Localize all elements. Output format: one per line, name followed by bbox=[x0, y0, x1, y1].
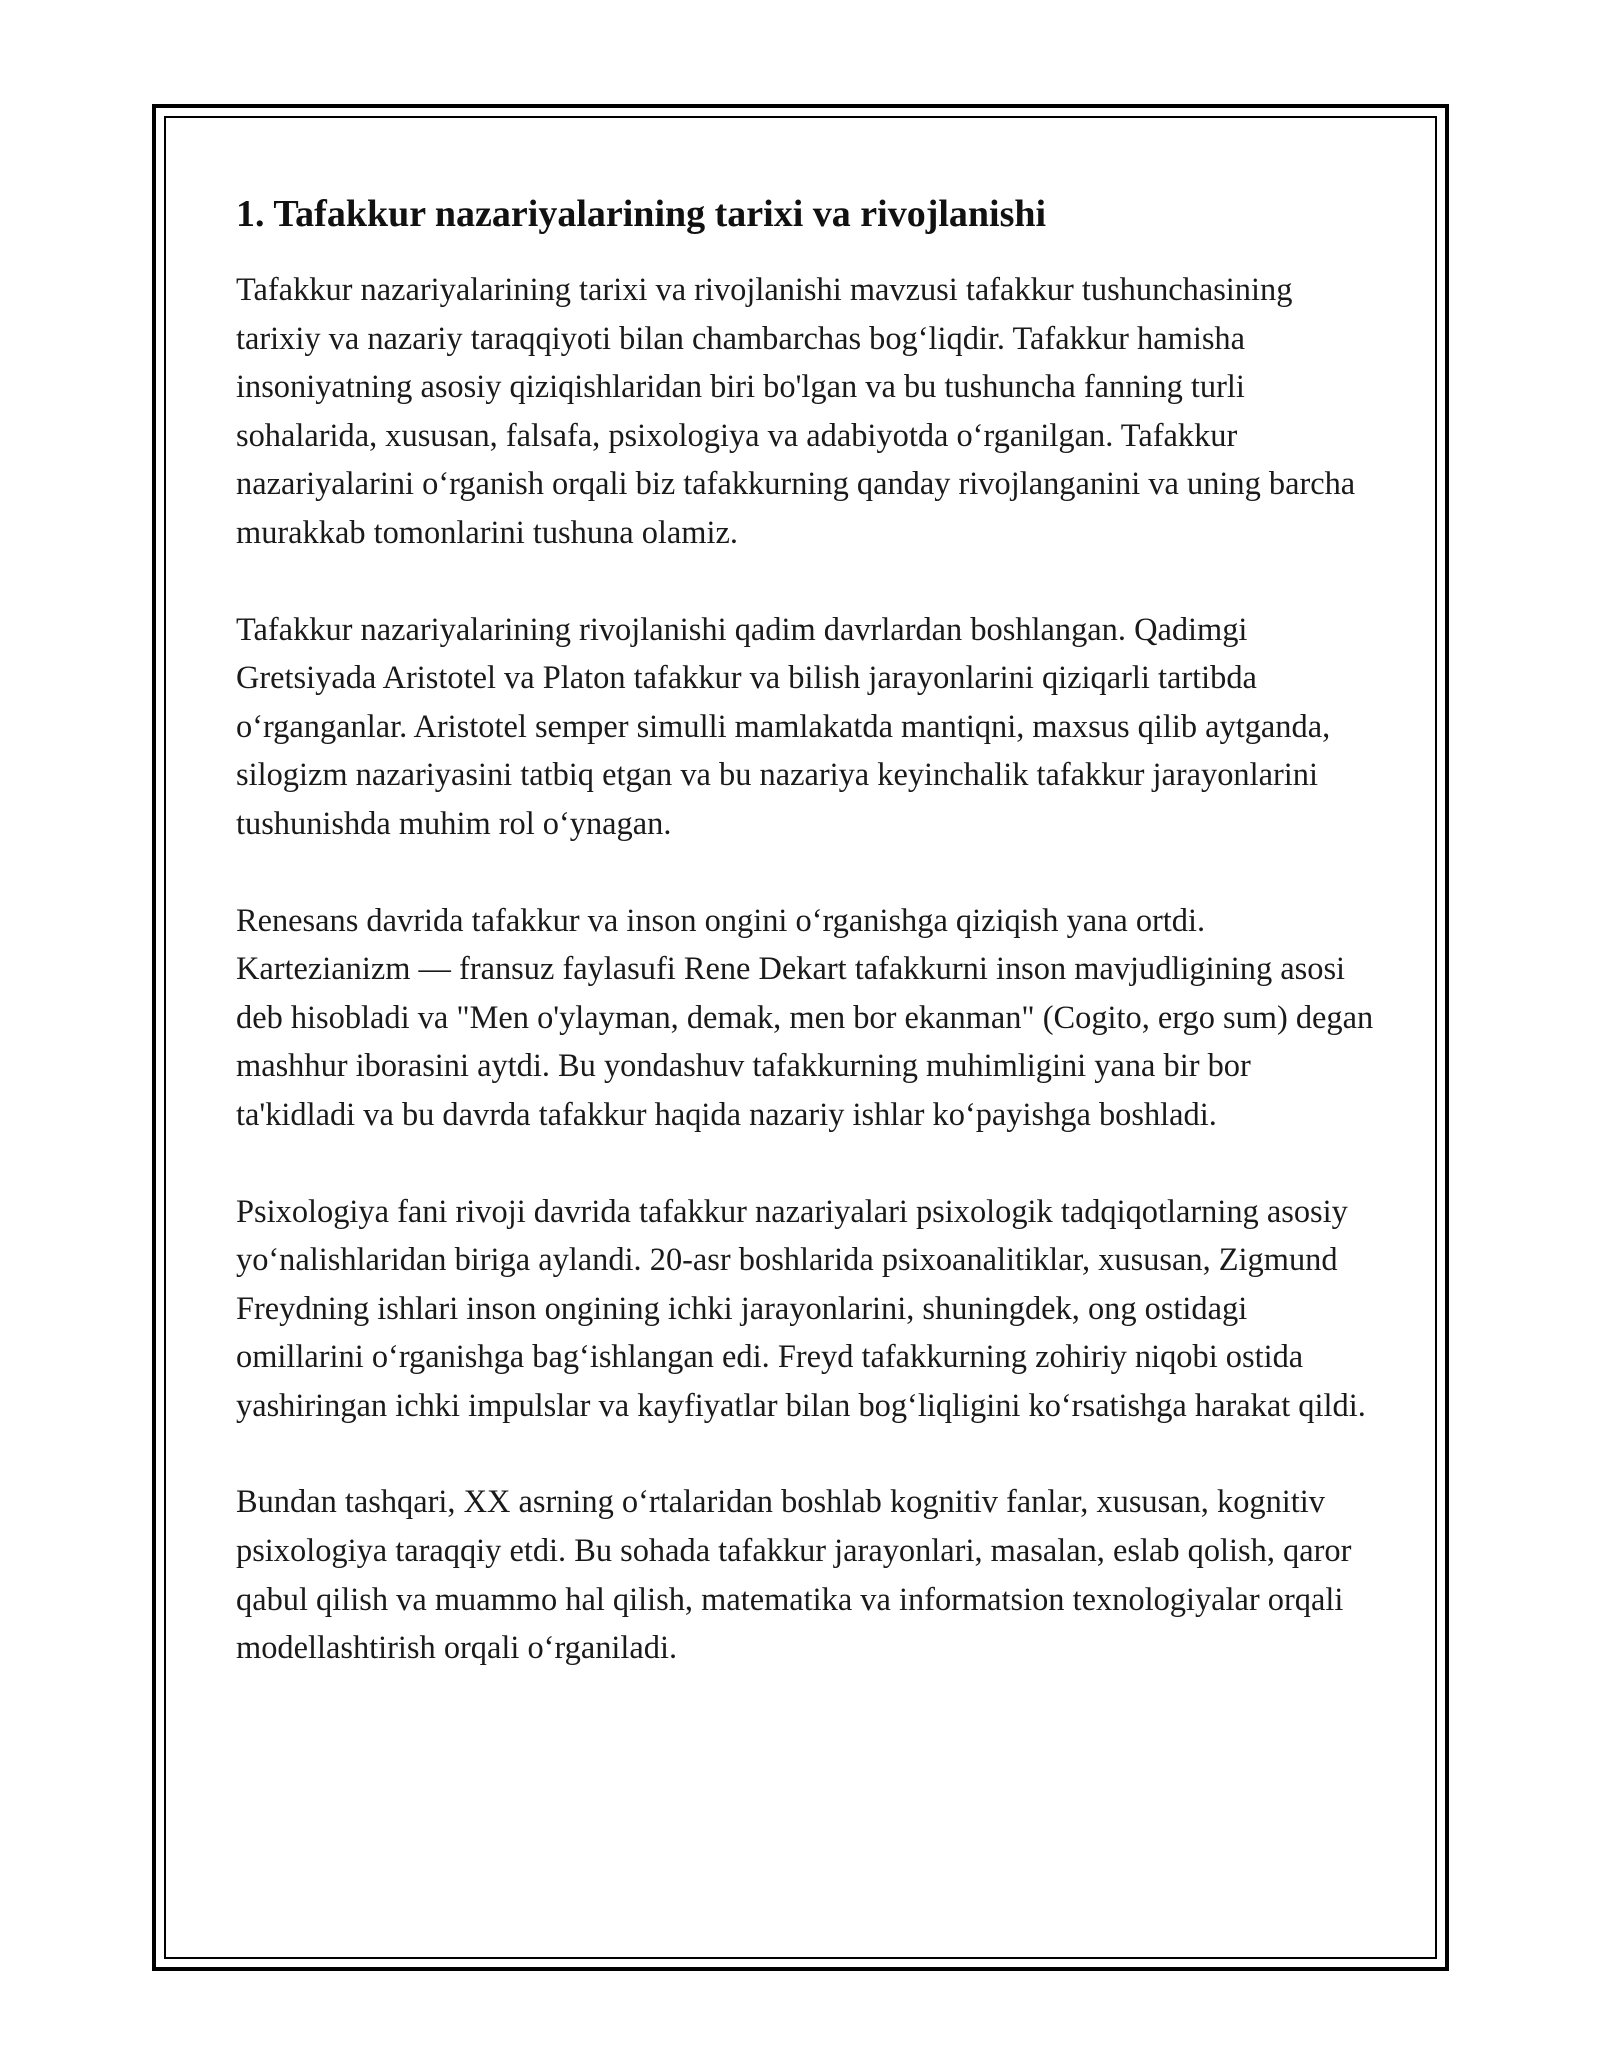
paragraph-5: Bundan tashqari, XX asrning oʻrtalaridan boshlab kognitiv fanlar, xususan, kognitiv psixologiya taraqqiy etdi. Bu sohada tafakkur jarayonlari, masalan, eslab qolish, qaror qabul qilish va muammo hal qilish, matematika va informatsion texnologiyalar orqali modellashtirish orqali oʻrganiladi. bbox=[236, 1484, 1352, 1667]
document-body bbox=[236, 190, 1376, 1721]
section-heading: 1. Tafakkur nazariyalarining tarixi va rivojlanishi bbox=[236, 193, 1047, 235]
paragraph-2: Tafakkur nazariyalarining rivojlanishi qadim davrlardan boshlangan. Qadimgi Gretsiyada Aristotel va Platon tafakkur va bilish jarayonlarini qiziqarli tartibda oʻrganganlar. Aristotel semper simulli mamlakatda mantiqni, maxsus qilib aytganda, silogizm nazariyasini tatbiq etgan va bu nazariya keyinchalik tafakkur jarayonlarini tushunishda muhim rol oʻynagan. bbox=[236, 611, 1331, 842]
paragraph-1: Tafakkur nazariyalarining tarixi va rivojlanishi mavzusi tafakkur tushunchasining tarixiy va nazariy taraqqiyoti bilan chambarchas bogʻliqdir. Tafakkur hamisha insoniyatning asosiy qiziqishlaridan biri bo'lgan va bu tushuncha fanning turli sohalarida, xususan, falsafa, psixologiya va adabiyotda oʻrganilgan. Tafakkur nazariyalarini oʻrganish orqali biz tafakkurning qanday rivojlanganini va uning barcha murakkab tomonlarini tushuna olamiz. bbox=[236, 272, 1356, 551]
paragraph-3: Renesans davrida tafakkur va inson ongini oʻrganishga qiziqish yana ortdi. Kartezianizm — fransuz faylasufi Rene Dekart tafakkurni inson mavjudligining asosi deb hisobladi va "Men o'ylayman, demak, men bor ekanman" (Cogito, ergo sum) degan mashhur iborasini aytdi. Bu yondashuv tafakkurning muhimligini yana bir bor ta'kidladi va bu davrda tafakkur haqida nazariy ishlar koʻpayishga boshladi. bbox=[236, 902, 1374, 1133]
paragraph-4: Psixologiya fani rivoji davrida tafakkur nazariyalari psixologik tadqiqotlarning asosiy yoʻnalishlaridan biriga aylandi. 20-asr boshlarida psixoanalitiklar, xususan, Zigmund Freydning ishlari inson ongining ichki jarayonlarini, shuningdek, ong ostidagi omillarini oʻrganishga bagʻishlangan edi. Freyd tafakkurning zohiriy niqobi ostida yashiringan ichki impulslar va kayfiyatlar bilan bogʻliqligini koʻrsatishga harakat qildi. bbox=[236, 1193, 1366, 1424]
